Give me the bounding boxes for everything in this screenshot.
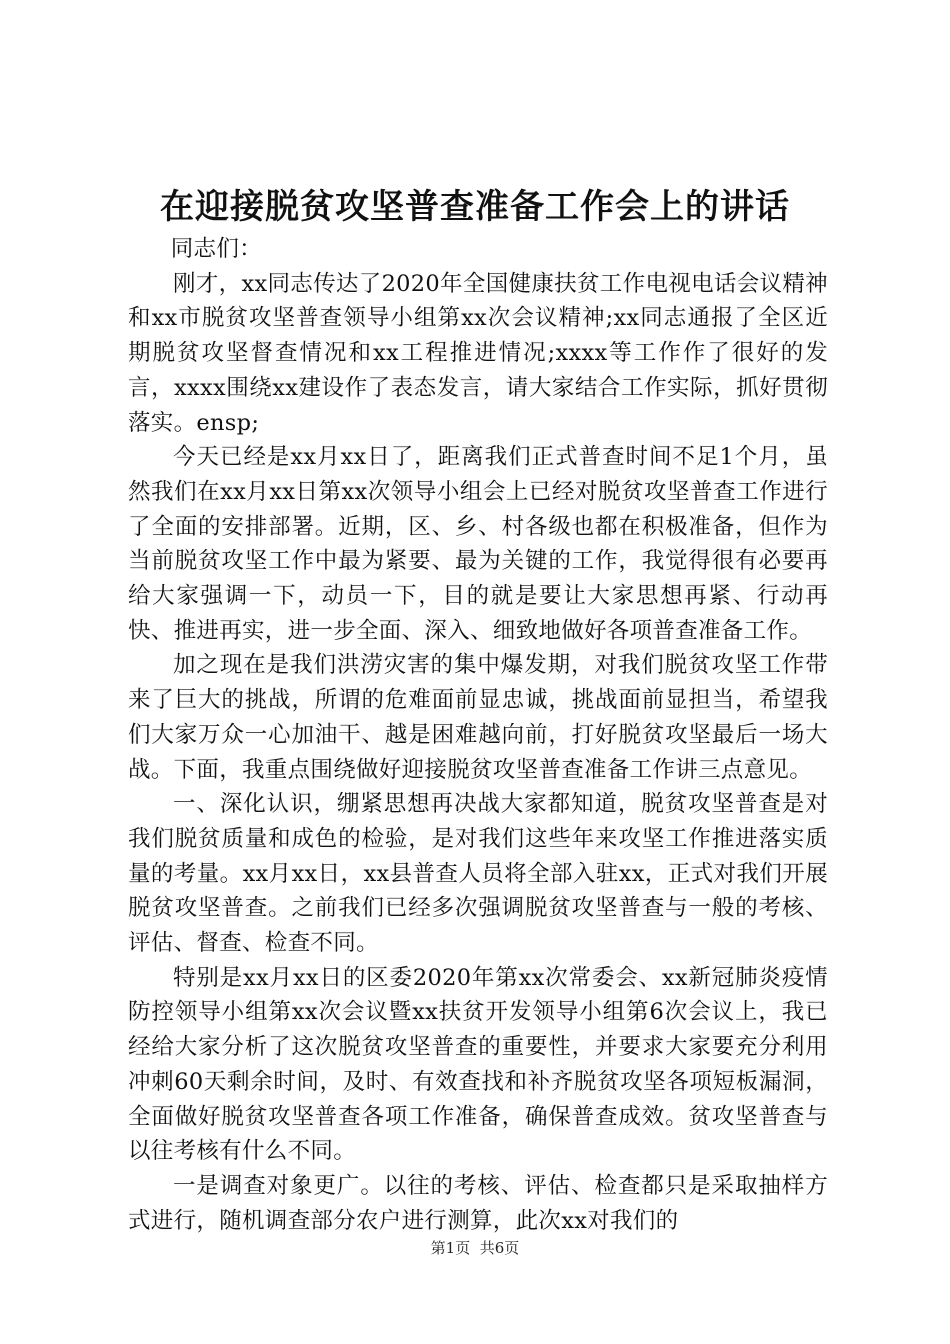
paragraph: 今天已经是xx月xx日了，距离我们正式普查时间不足1个月，虽然我们在xx月xx日第xx次领导小组会上已经对脱贫攻坚普查工作进行了全面的安排部署。近期，区、乡、村各级也都在积极准备，但作为当前脱贫攻坚工作中最为紧要、最为关键的工作，我觉得很有必要再给大家强调一下，动员一下，目的就是要让大家思想再紧、行动再快、推进再实，进一步全面、深入、细致地做好各项普查准备工作。 bbox=[128, 444, 828, 644]
page-total: 共6页 bbox=[479, 1239, 520, 1257]
page-footer bbox=[0, 1238, 950, 1258]
paragraph-greeting: 同志们： bbox=[170, 236, 262, 262]
paragraph: 刚才，xx同志传达了2020年全国健康扶贫工作电视电话会议精神和xx市脱贫攻坚普查领导小组第xx次会议精神;xx同志通报了全区近期脱贫攻坚督查情况和xx工程推进情况;xxxx等工作作了很好的发言，xxxx围绕xx建设作了表态发言，请大家结合工作实际，抓好贯彻落实。ensp; bbox=[128, 270, 828, 436]
document-body bbox=[128, 232, 828, 1238]
paragraph: 一、深化认识，绷紧思想再决战大家都知道，脱贫攻坚普查是对我们脱贫质量和成色的检验，是对我们这些年来攻坚工作推进落实质量的考量。xx月xx日，xx县普查人员将全部入驻xx，正式对我们开展脱贫攻坚普查。之前我们已经多次强调脱贫攻坚普查与一般的考核、评估、督查、检查不同。 bbox=[128, 791, 828, 957]
page-number: 第1页 bbox=[430, 1239, 471, 1257]
paragraph: 一是调查对象更广。以往的考核、评估、检查都只是采取抽样方式进行，随机调查部分农户进行测算，此次xx对我们的 bbox=[128, 1172, 828, 1234]
paragraph: 加之现在是我们洪涝灾害的集中爆发期，对我们脱贫攻坚工作带来了巨大的挑战，所谓的危难面前显忠诚，挑战面前显担当，希望我们大家万众一心加油干、越是困难越向前，打好脱贫攻坚最后一场大战。下面，我重点围绕做好迎接脱贫攻坚普查准备工作讲三点意见。 bbox=[128, 652, 828, 783]
paragraph: 特别是xx月xx日的区委2020年第xx次常委会、xx新冠肺炎疫情防控领导小组第xx次会议暨xx扶贫开发领导小组第6次会议上，我已经给大家分析了这次脱贫攻坚普查的重要性，并要求大家要充分利用冲刺60天剩余时间，及时、有效查找和补齐脱贫攻坚各项短板漏洞，全面做好脱贫攻坚普查各项工作准备，确保普查成效。贫攻坚普查与以往考核有什么不同。 bbox=[128, 964, 828, 1165]
document-title: 在迎接脱贫攻坚普查准备工作会上的讲话 bbox=[160, 187, 790, 227]
